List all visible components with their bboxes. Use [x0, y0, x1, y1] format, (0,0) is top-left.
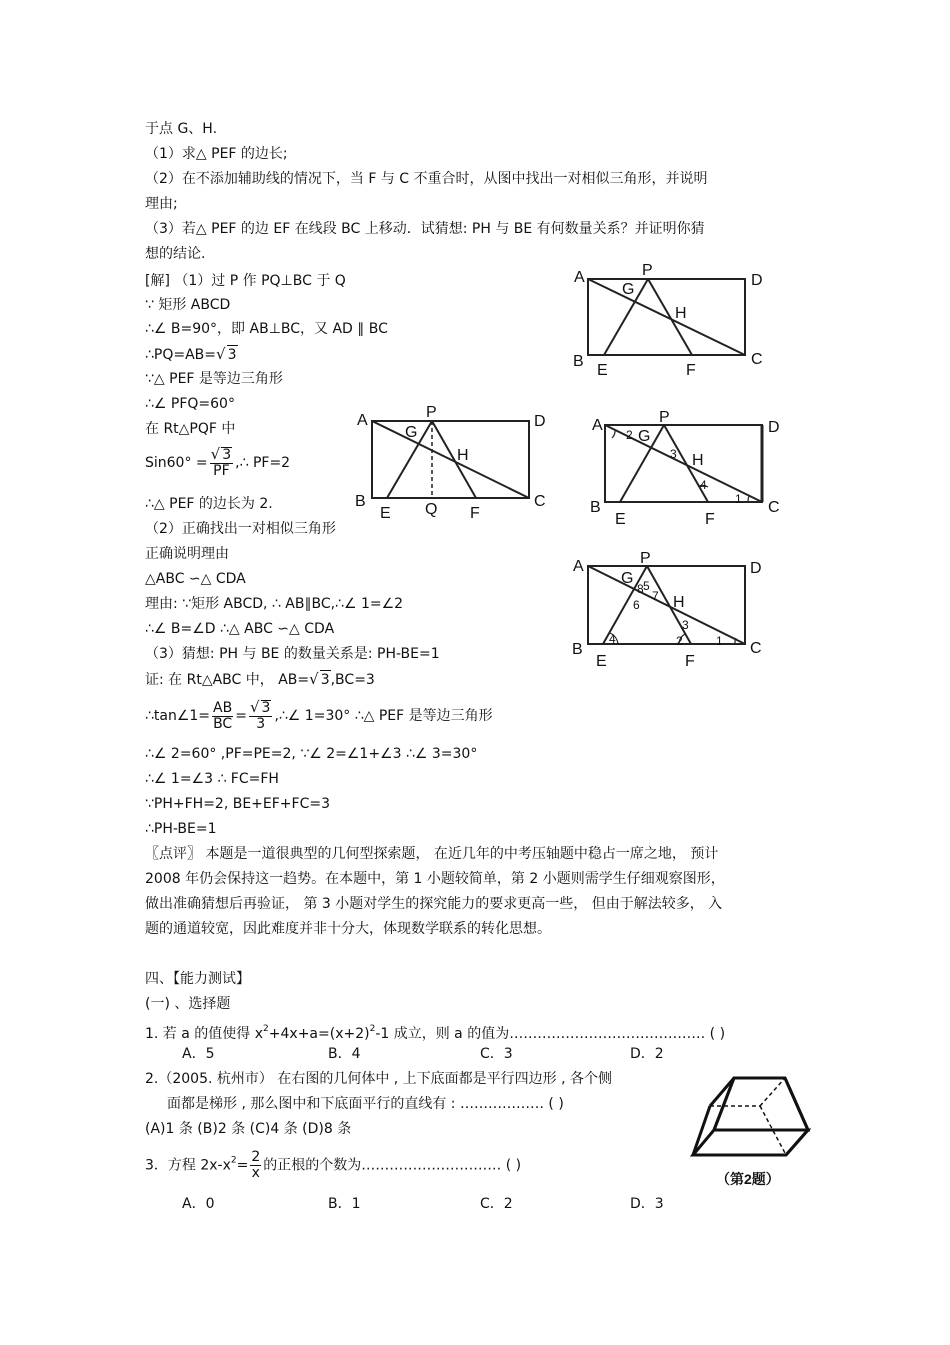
svg-text:1: 1 — [735, 492, 742, 506]
section-heading: 四、【能力测试】 — [145, 971, 250, 987]
solution-step: ∴∠ 1=∠3 ∴ FC=FH — [145, 771, 279, 787]
svg-text:Q: Q — [425, 501, 438, 518]
question-2: （2）在不添加辅助线的情况下，当 F 与 C 不重合时，从图中找出一对相似三角形，并说明 — [145, 171, 708, 187]
svg-text:B: B — [590, 499, 601, 516]
solution-step: [解] （1）过 P 作 PQ⊥BC 于 Q — [145, 273, 346, 289]
subsection-heading: (一) 、选择题 — [145, 996, 231, 1012]
svg-text:C: C — [751, 351, 763, 368]
svg-text:7: 7 — [652, 589, 659, 603]
svg-text:G: G — [405, 424, 418, 441]
svg-text:D: D — [534, 413, 546, 430]
test-question-3: 3．方程 $2x-x^2=$ $\frac{2}{x}$ 的正根的个数为………………………… ( ) — [145, 1149, 522, 1181]
test-question-1: 1. 若 a 的值使得 $x^2+4x+a=(x+2)^2-1$ 成立，则 a 的值为…………………………………… ( ) — [145, 1024, 726, 1042]
figure-angles-labels — [590, 409, 780, 528]
svg-text:P: P — [426, 404, 437, 421]
figure-original — [588, 279, 745, 355]
svg-text:P: P — [640, 550, 651, 567]
svg-text:1: 1 — [716, 634, 723, 648]
svg-text:P: P — [659, 409, 670, 426]
svg-text:C: C — [750, 640, 762, 657]
svg-text:H: H — [675, 305, 687, 322]
test-question-2-options: (A)1 条 (B)2 条 (C)4 条 (D)8 条 — [145, 1121, 352, 1137]
solution-step: ∴∠ B=90°，即 AB⊥BC，又 AD ∥ BC — [145, 321, 388, 337]
svg-text:8: 8 — [637, 582, 644, 596]
option-b: B．1 — [328, 1196, 361, 1212]
svg-text:E: E — [380, 505, 391, 522]
svg-text:B: B — [573, 353, 584, 370]
question-1: （1）求△ PEF 的边长; — [145, 146, 288, 162]
svg-text:H: H — [692, 452, 704, 469]
option-d: D．3 — [630, 1196, 664, 1212]
solution-step: ∴∠ 2=60° ,PF=PE=2, ∵∠ 2=∠1+∠3 ∴∠ 3=30° — [145, 746, 478, 762]
comment-line: 题的通道较宽，因此难度并非十分大，体现数学联系的转化思想。 — [145, 921, 551, 937]
solution-step: ∴△ PEF 的边长为 2. — [145, 496, 273, 512]
svg-text:F: F — [685, 653, 695, 670]
svg-text:H: H — [457, 447, 469, 464]
solution-step: （2）正确找出一对相似三角形 — [145, 521, 336, 537]
svg-text:C: C — [768, 499, 780, 516]
option-a: A．0 — [182, 1196, 215, 1212]
solution-step: ∵PH+FH=2, BE+EF+FC=3 — [145, 796, 331, 812]
solution-step: ∴∠ B=∠D ∴△ ABC ∽△ CDA — [145, 621, 335, 637]
question-3-cont: 想的结论. — [145, 246, 206, 262]
comment-line: 做出准确猜想后再验证， 第 3 小题对学生的探究能力的要求更高一些， 但由于解法较多， 入 — [145, 896, 723, 912]
svg-text:5: 5 — [643, 579, 650, 593]
solution-step: △ABC ∽△ CDA — [145, 571, 246, 587]
option-c: C．2 — [480, 1196, 513, 1212]
test-question-2: 2.（2005. 杭州市） 在右图的几何体中 , 上下底面都是平行四边形 , 各个侧 — [145, 1071, 613, 1087]
comment-line: 〖点评〗 本题是一道很典型的几何型探索题， 在近几年的中考压轴题中稳占一席之地， 预计 — [145, 846, 719, 862]
svg-text:3: 3 — [682, 618, 689, 632]
svg-text:E: E — [615, 511, 626, 528]
option-a: A．5 — [182, 1046, 215, 1062]
solution-step: ∵ 矩形 ABCD — [145, 297, 231, 313]
svg-text:D: D — [768, 419, 780, 436]
figure-pq — [372, 421, 529, 498]
figure-caption: （第2题） — [716, 1171, 780, 1187]
figure-angles-full-labels — [572, 550, 762, 670]
option-d: D．2 — [630, 1046, 664, 1062]
solution-step: （3）猜想: PH 与 BE 的数量关系是: PH-BE=1 — [145, 646, 440, 662]
intro-line: 于点 G、H. — [145, 121, 218, 137]
svg-text:G: G — [638, 428, 651, 445]
svg-text:2: 2 — [676, 634, 683, 648]
svg-text:A: A — [573, 558, 584, 575]
svg-text:A: A — [357, 412, 368, 429]
solution-step: 理由: ∵矩形 ABCD, ∴ AB∥BC,∴∠ 1=∠2 — [145, 596, 404, 612]
solution-step: 证: 在 Rt△ABC 中， AB=√ 3,BC=3 — [145, 670, 375, 688]
solution-step: ∴∠ PFQ=60° — [145, 396, 235, 412]
svg-text:E: E — [596, 653, 607, 670]
svg-text:B: B — [355, 493, 366, 510]
solution-step: Sin60° = $\frac{√ 3}{PF}$ ,∴ PF=2 — [145, 445, 291, 479]
svg-text:F: F — [705, 511, 715, 528]
test-question-2-cont: 面都是梯形 , 那么图中和下底面平行的直线有 : ……………… ( ) — [167, 1096, 564, 1112]
solution-step: ∵△ PEF 是等边三角形 — [145, 371, 283, 387]
solid-figure — [693, 1078, 808, 1155]
svg-text:D: D — [750, 560, 762, 577]
solution-step: ∴PH-BE=1 — [145, 821, 217, 837]
svg-text:A: A — [574, 269, 585, 286]
svg-text:D: D — [751, 272, 763, 289]
solution-step: ∴PQ=AB=√ 3 — [145, 345, 237, 363]
svg-text:4: 4 — [700, 478, 707, 492]
svg-text:B: B — [572, 641, 583, 658]
option-b: B．4 — [328, 1046, 361, 1062]
svg-text:3: 3 — [670, 447, 677, 461]
svg-text:C: C — [534, 493, 546, 510]
question-3: （3）若△ PEF 的边 EF 在线段 BC 上移动．试猜想: PH 与 BE 有何数量关系？并证明你猜 — [145, 221, 705, 237]
svg-text:E: E — [597, 362, 608, 379]
svg-text:A: A — [592, 417, 603, 434]
question-2-cont: 理由; — [145, 196, 178, 212]
svg-text:F: F — [470, 505, 480, 522]
svg-text:H: H — [673, 594, 685, 611]
solution-step: 在 Rt△PQF 中 — [145, 421, 236, 437]
svg-text:G: G — [621, 570, 634, 587]
solution-step: ∴tan∠1= $\frac{AB}{BC}$ = $\frac{√ 3}{3}$ ,∴∠ 1=30° ∴△ PEF 是等边三角形 — [145, 698, 493, 732]
svg-text:6: 6 — [633, 598, 640, 612]
svg-text:F: F — [686, 362, 696, 379]
svg-text:P: P — [642, 262, 653, 279]
comment-line: 2008 年仍会保持这一趋势。在本题中，第 1 小题较简单，第 2 小题则需学生仔细观察图形， — [145, 871, 725, 887]
svg-text:2: 2 — [626, 428, 633, 442]
solution-step: 正确说明理由 — [145, 546, 229, 562]
svg-text:4: 4 — [609, 632, 616, 646]
option-c: C．3 — [480, 1046, 513, 1062]
svg-text:G: G — [622, 281, 635, 298]
